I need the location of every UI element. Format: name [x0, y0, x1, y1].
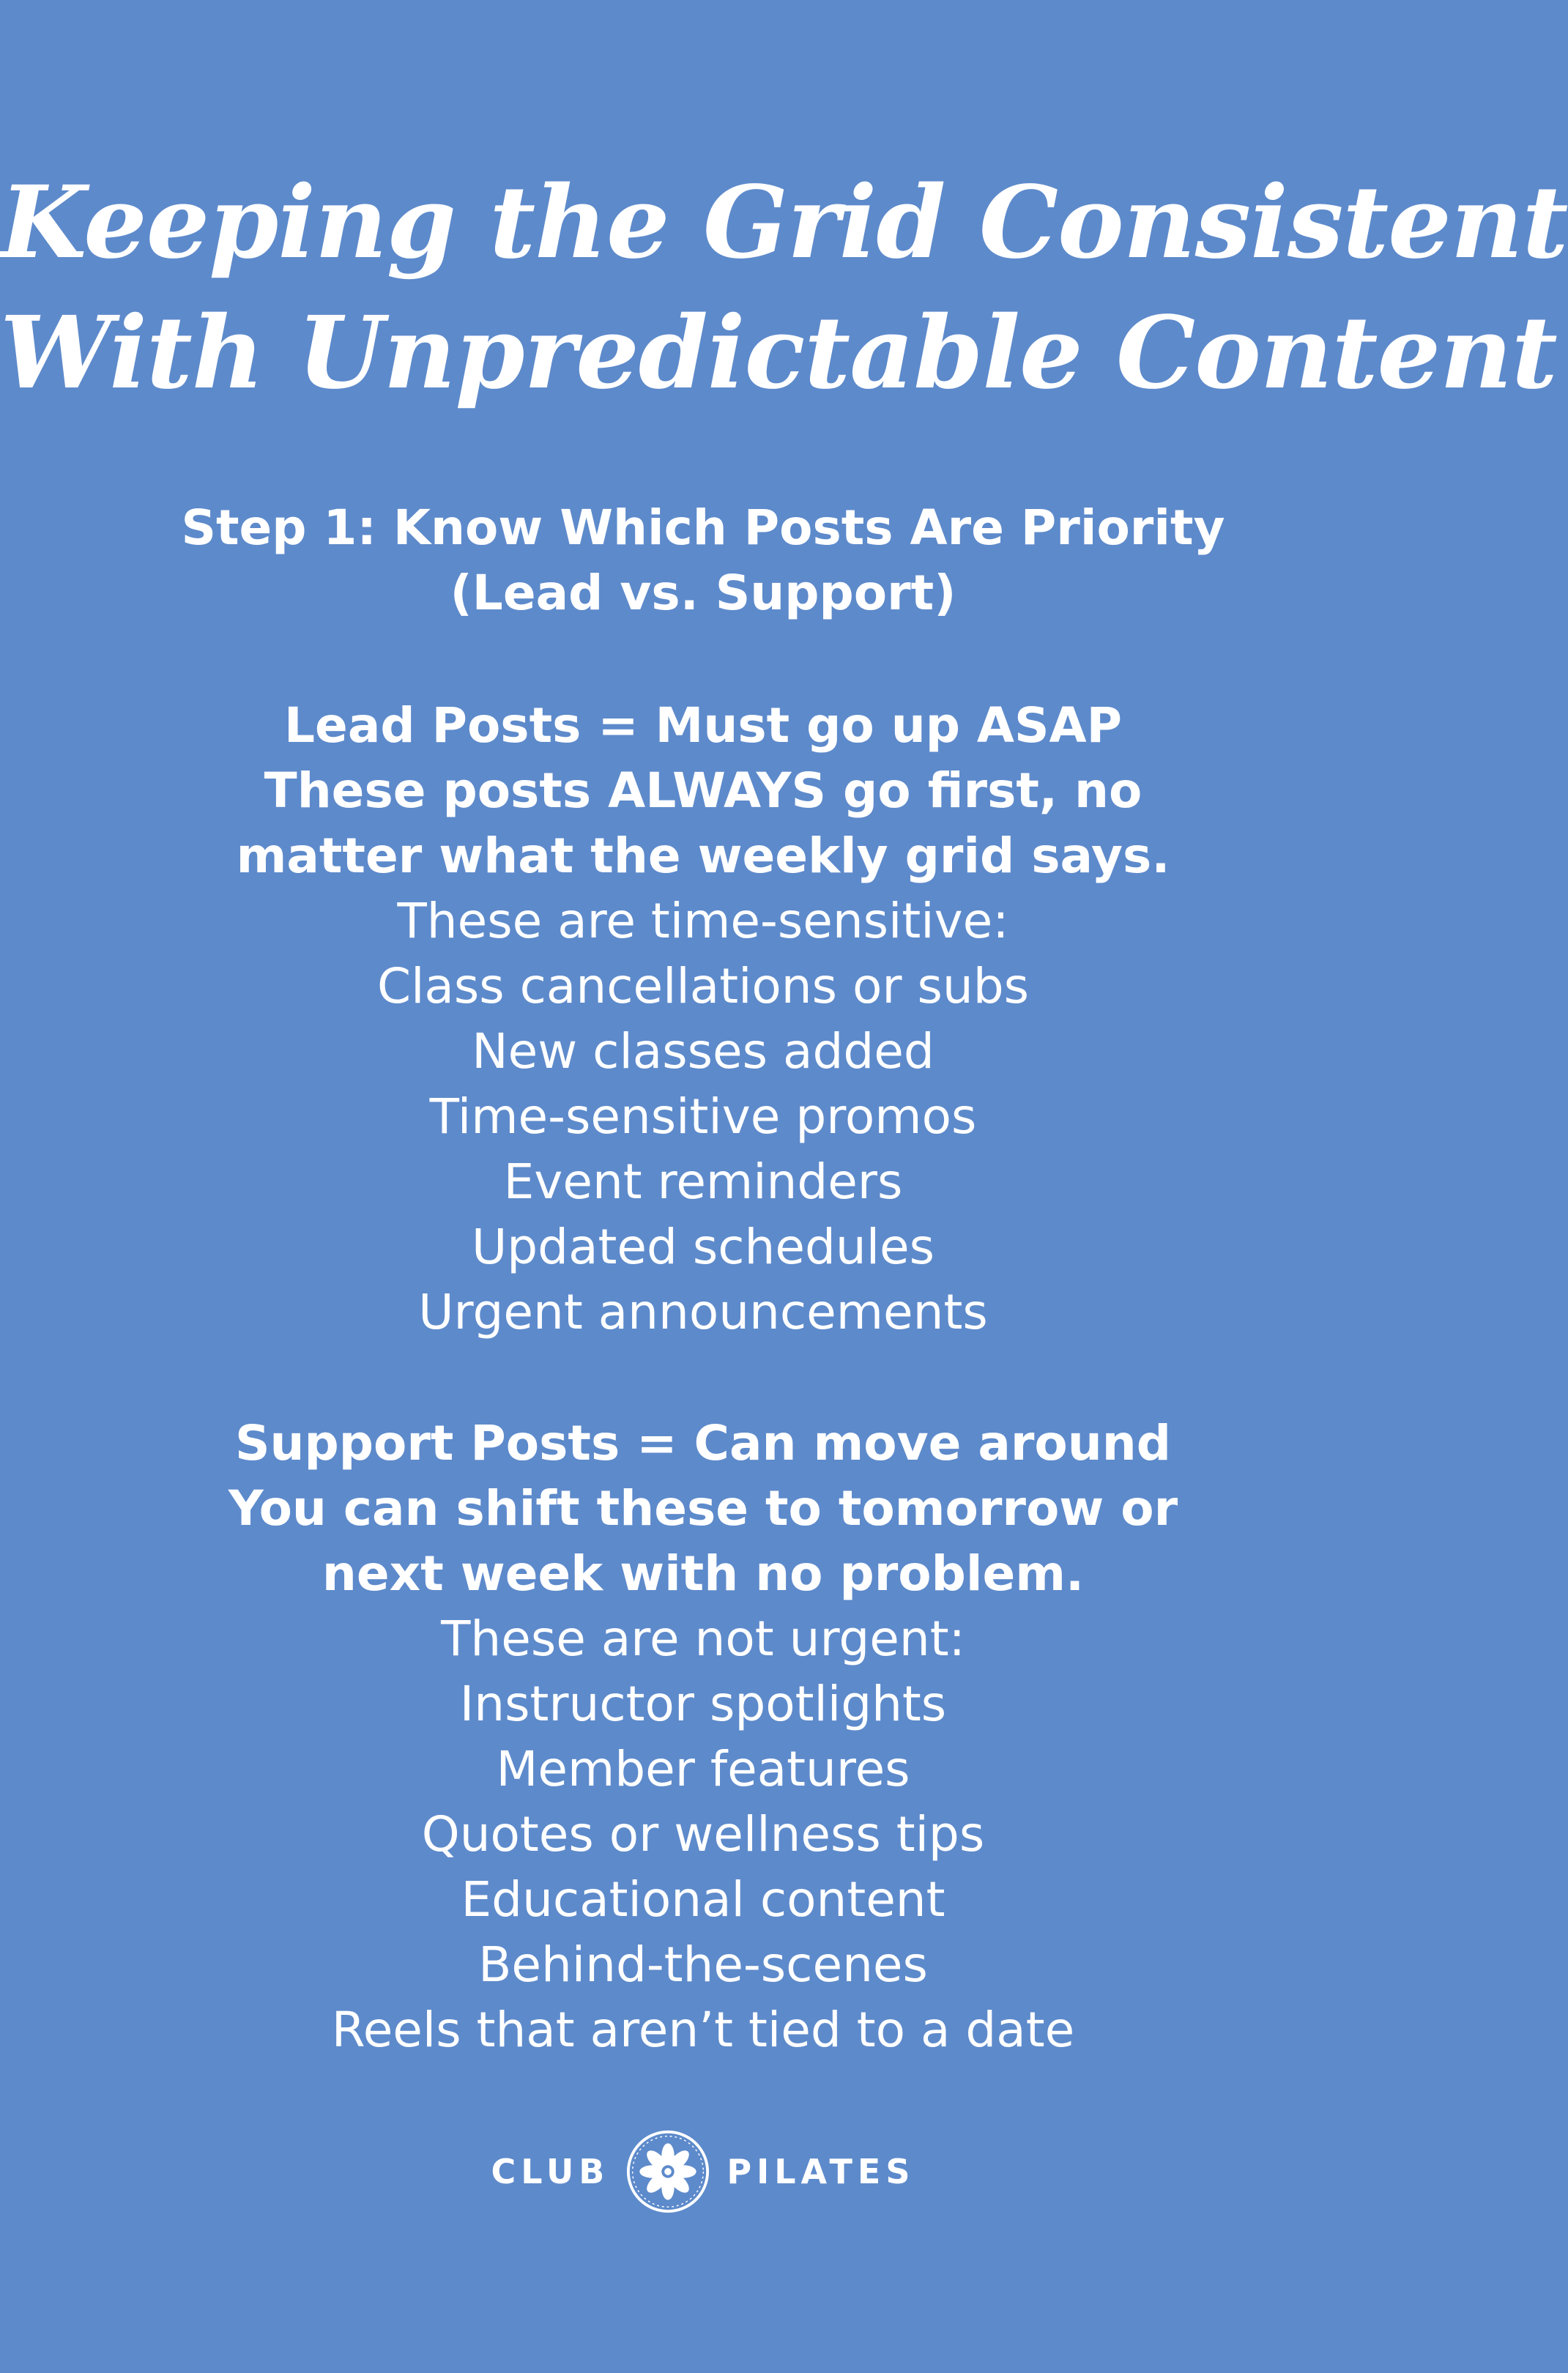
title-line-1: Keeping the Grid Consistent — [0, 164, 1568, 281]
lead-posts-section — [0, 693, 1406, 1345]
support-description-2: next week with no problem. — [322, 1545, 1085, 1602]
club-pilates-logo — [0, 2128, 1406, 2216]
list-item: Member features — [496, 1741, 910, 1797]
lead-description-2: matter what the weekly grid says. — [236, 828, 1170, 884]
logo-text-right: PILATES — [727, 2152, 915, 2191]
support-heading: Support Posts = Can move around — [235, 1415, 1171, 1471]
step-heading: Step 1: Know Which Posts Are Priority — [181, 500, 1225, 556]
list-item: Quotes or wellness tips — [421, 1806, 985, 1863]
support-description-1: You can shift these to tomorrow or — [228, 1480, 1178, 1537]
title-line-2: With Unpredictable Content — [0, 294, 1557, 412]
list-item: New classes added — [472, 1023, 935, 1080]
list-item: Updated schedules — [471, 1219, 935, 1275]
logo-text-left: CLUB — [491, 2152, 610, 2191]
flower-icon — [625, 2129, 710, 2214]
list-item: Behind-the-scenes — [478, 1936, 928, 1993]
list-item: Reels that aren’t tied to a date — [331, 2002, 1075, 2058]
page-title — [0, 157, 1568, 418]
support-posts-section — [0, 1411, 1406, 2062]
list-item: Instructor spotlights — [459, 1676, 947, 1732]
list-item: Class cancellations or subs — [377, 958, 1029, 1014]
lead-description-1: These posts ALWAYS go first, no — [264, 762, 1142, 819]
list-item: Time-sensitive promos — [429, 1088, 977, 1145]
lead-heading: Lead Posts = Must go up ASAP — [284, 697, 1122, 754]
step-subheading: (Lead vs. Support) — [450, 565, 956, 621]
list-item: Educational content — [461, 1871, 945, 1928]
list-item: Event reminders — [503, 1154, 903, 1210]
lead-intro: These are time-sensitive: — [397, 893, 1009, 949]
step-section — [0, 495, 1406, 625]
list-item: Urgent announcements — [418, 1284, 988, 1340]
support-intro: These are not urgent: — [441, 1611, 965, 1667]
